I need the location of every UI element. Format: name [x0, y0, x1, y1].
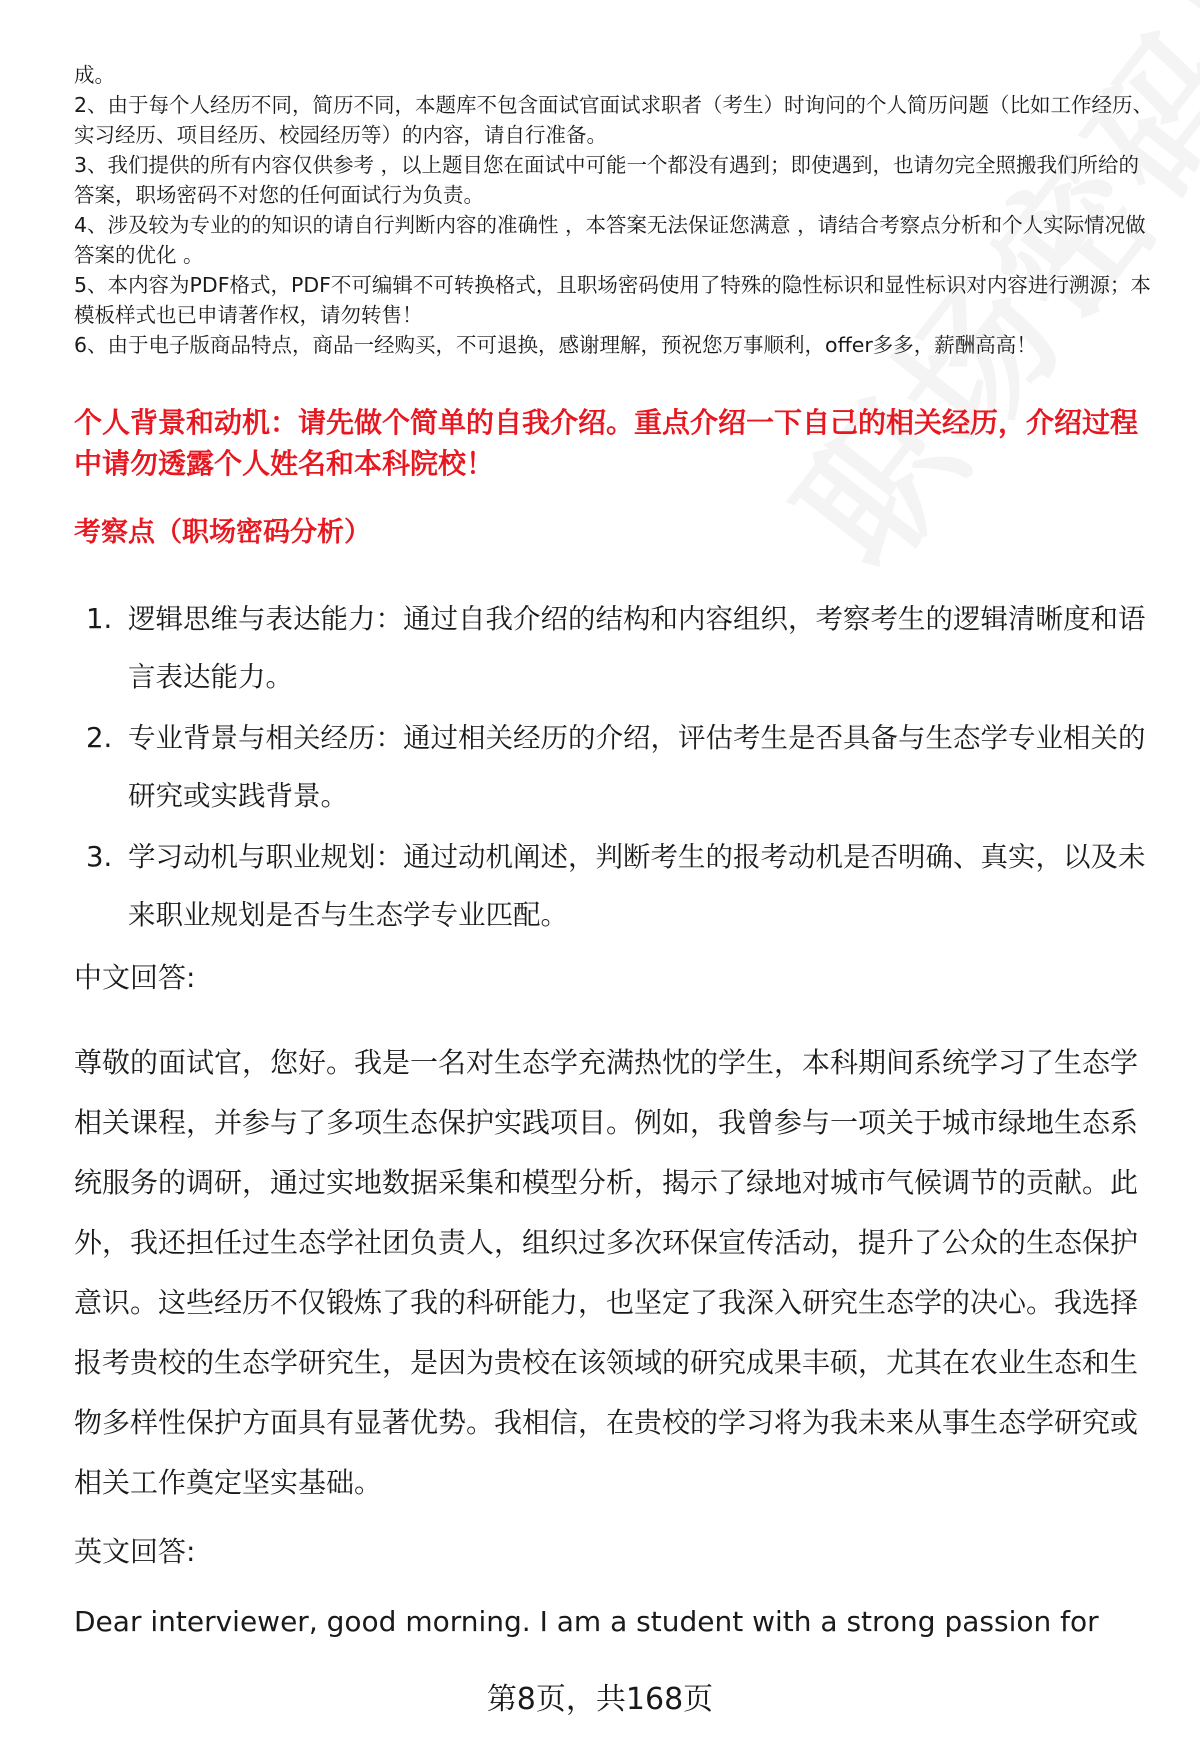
note-line: 成。 — [74, 63, 115, 87]
english-answer-label: 英文回答: — [74, 1535, 196, 1568]
point-text: 逻辑思维与表达能力：通过自我介绍的结构和内容组织，考察考生的逻辑清晰度和语言表达能力。 — [128, 603, 1146, 693]
chinese-answer: 尊敬的面试官，您好。我是一名对生态学充满热忱的学生，本科期间系统学习了生态学相关课程，并参与了多项生态保护实践项目。例如，我曾参与一项关于城市绿地生态系统服务的调研，通过实地数据采集和模型分析，揭示了绿地对城市气候调节的贡献。此外，我还担任过生态学社团负责人，组织过多次环保宣传活动，提升了公众的生态保护意识。这些经历不仅锻炼了我的科研能力，也坚定了我深入研究生态学的决心。我选择报考贵校的生态学研究生，是因为贵校在该领域的研究成果丰硕，尤其在农业生态和生物多样性保护方面具有显著优势。我相信，在贵校的学习将为我未来从事生态学研究或相关工作奠定坚实基础。 — [74, 1046, 1139, 1499]
note-line: 4、涉及较为专业的的知识的请自行判断内容的准确性 ，本答案无法保证您满意 ，请结合考察点分析和个人实际情况做答案的优化 。 — [74, 213, 1146, 267]
analysis-point — [74, 828, 1154, 944]
english-answer: Dear interviewer, good morning. I am a student with a strong passion for — [74, 1605, 1099, 1638]
point-text: 学习动机与职业规划：通过动机阐述，判断考生的报考动机是否明确、真实，以及未来职业规划是否与生态学专业匹配。 — [128, 841, 1146, 931]
point-number: 3. — [86, 841, 113, 873]
note-line: 6、由于电子版商品特点，商品一经购买，不可退换，感谢理解，预祝您万事顺利，offer多多，薪酬高高！ — [74, 333, 1037, 357]
note-line: 5、本内容为PDF格式，PDF不可编辑不可转换格式，且职场密码使用了特殊的隐性标识和显性标识对内容进行溯源；本模板样式也已申请著作权，请勿转售！ — [74, 273, 1151, 327]
disclaimer-notes — [74, 60, 1154, 360]
question-heading: 个人背景和动机：请先做个简单的自我介绍。重点介绍一下自己的相关经历，介绍过程中请勿透露个人姓名和本科院校！ — [74, 406, 1139, 480]
analysis-points — [74, 590, 1154, 947]
page-footer: 第8页，共168页 — [486, 1682, 714, 1717]
analysis-point — [74, 590, 1154, 706]
chinese-answer-label: 中文回答: — [74, 961, 196, 994]
analysis-point — [74, 709, 1154, 825]
note-line: 3、我们提供的所有内容仅供参考 ，以上题目您在面试中可能一个都没有遇到；即使遇到，也请勿完全照搬我们所给的答案，职场密码不对您的任何面试行为负责。 — [74, 153, 1140, 207]
analysis-title: 考察点（职场密码分析） — [74, 517, 371, 548]
point-text: 专业背景与相关经历：通过相关经历的介绍，评估考生是否具备与生态学专业相关的研究或实践背景。 — [128, 722, 1146, 812]
point-number: 2. — [86, 722, 113, 754]
point-number: 1. — [86, 603, 113, 635]
note-line: 2、由于每个人经历不同，简历不同，本题库不包含面试官面试求职者（考生）时询问的个人简历问题（比如工作经历、实习经历、项目经历、校园经历等）的内容，请自行准备。 — [74, 93, 1154, 147]
